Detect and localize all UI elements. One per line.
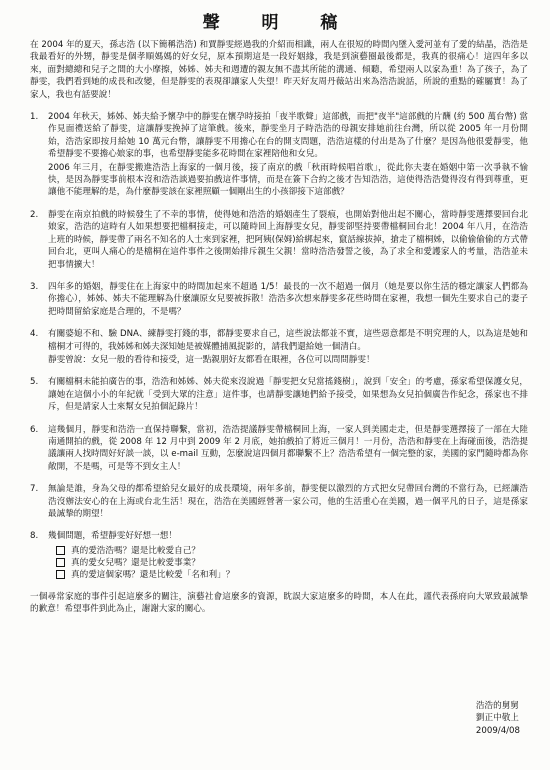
closing-paragraph: 一個尋常家庭的事件引起這麼多的關注，演藝社會這麼多的資源，眈誤大家這麼多的時間，本人在此，謹代表孫府向大眾致最誠摯的歉意！希望事件到此為止，謝謝大家的關心。 <box>30 591 528 615</box>
point-2 <box>30 209 528 271</box>
checkbox-icon <box>56 570 65 579</box>
point-number: 6. <box>30 424 39 435</box>
signature-title: 浩浩的舅舅 <box>475 701 519 711</box>
point-3 <box>30 281 528 318</box>
point-paragraph: 靜雯在南京拍戲的時候發生了不幸的事情，使得她和浩浩的婚姻產生了裂痕，也開始對他出起不關心，當時靜雯選擇要回台北娘家，浩浩的這時有人如果想要把檔桐接走，可以隨時回上海靜雯女兒，靜雯卻堅持要帶檔桐回台北！2004 年八月，在浩浩上班的時候，靜雯帶了兩名不知名的人士來到家裡，把阿姨(保姆)給綁起來，竄話線拔掉，搶走了檔桐姊，以偷偷偷偷的方式帶回台北，更叫人痛心的是檔桐在這件事件之後開始排斥親生父親！當時浩浩發誓之後，為了求全和愛護家人的考量，浩浩並未把事情擴大！ <box>48 209 528 270</box>
signature-block <box>476 700 520 737</box>
point-paragraph: 2004 年秋天，姊姊、姊夫給予懷孕中的靜雯在懷孕時接拍「夜半歌聲」這部戲，而把"夜半"這部戲的片酬 (約 500 萬台幣) 當作見面禮送給了靜雯，這讓靜雯挽掉了這筆戲。後來，靜雯坐月子時浩浩的母親安排她前往台灣，所以從 2005 年一月份開始，浩浩家即按月給她 10 萬元台幣，讓靜雯不用擔心在台的開支問題，浩浩這樣的付出是為了什麼？是因為他很愛靜雯，他希望靜雯不要擔心娘家的事，也希望靜雯能多花時間在家裡陪他和女兒。 <box>48 112 528 160</box>
point-8 <box>30 530 528 580</box>
question-list <box>48 545 528 581</box>
intro-paragraph: 在 2004 年的夏天，孫志浩 (以下簡稱浩浩) 和賈靜雯經過我的介紹而相識，兩人在很短的時間內墜入愛河並有了愛的結晶，浩浩是我最看好的外甥，靜雯是個孝順媽媽的好女兒，原本預期這是一段好姻緣，我是到演藝圈最後都是，我真的很痛心！這四年多以來，面對總總和兒子之間的大小摩擦，姊姊、姊夫和週遭的親友無不盡其所能的溝通、傾聽，希望兩人以家為重！為了孩子，為了靜雯，我們看到她的成長和改變，但是靜雯的表現卻讓家人失望！昨天好友周丹薇站出來為浩浩說話，所說的重點的確屬實！為了家人，我也有話要說！ <box>30 40 528 100</box>
point-paragraph: 無論是誰，身為父母的都希望給兒女最好的成長環境，兩年多前，靜雯便以激烈的方式把女兒帶回台灣的不當行為，已經讓浩浩沒辦法安心的在上海或台北生活！現在，浩浩在美國經營著一家公司，他的生活重心在美國，過一個平凡的日子，這是孫家最誠摯的期望！ <box>48 484 528 519</box>
point-paragraph: 有關婆媳不和、驗 DNA、練靜雯打錢的事，都靜雯要求自己，這些說法都並不實，這些惡意都是不明究理的人，以為這是她和檔桐才可得的，我姊姊和姊夫深知她是被媒體捕風捉影的，請我們還給她一個清白。 <box>48 329 528 352</box>
point-paragraph: 靜雯曾說：女兒一般的看待和接受，這一點親朋好友都看在眼裡，各位可以問問靜雯！ <box>48 354 375 365</box>
numbered-points <box>30 111 528 581</box>
signature-name: 劉正中敬上 <box>475 713 519 724</box>
question-text: 真的愛浩浩嗎？還是比較愛自己？ <box>71 545 200 556</box>
point-paragraph: 四年多的婚姻，靜雯住在上海家中的時間加起來不超過 1/5！最長的一次不超過一個月（她是要以你生活的穩定讓家人們都為你擔心），姊姊、姊夫不能理解為什麼讓原女兒要被拆散！浩浩多次想來靜雯多花些時間在家裡，我想一個先生要求自己的妻子把時間留給家庭是合理的，不是嗎？ <box>48 281 528 317</box>
checkbox-icon <box>56 546 65 555</box>
point-number: 8. <box>30 531 39 542</box>
question-text: 真的愛女兒嗎？還是比較愛事業？ <box>71 557 200 568</box>
point-6 <box>30 424 528 474</box>
point-paragraph: 幾個問題，希望靜雯好好想一想！ <box>48 531 177 542</box>
signature-date: 2009/4/08 <box>475 725 520 736</box>
point-4 <box>30 328 528 366</box>
question-option <box>56 557 528 569</box>
point-number: 1. <box>30 112 39 123</box>
document-title: 聲 明 稿 <box>202 13 356 33</box>
point-7 <box>30 483 528 520</box>
point-number: 5. <box>30 377 39 388</box>
point-number: 3. <box>30 281 39 292</box>
point-number: 4. <box>30 329 39 340</box>
question-option <box>56 545 528 557</box>
question-option <box>56 569 528 581</box>
point-paragraph: 有關檔桐未能拍廣告的事，浩浩和姊姊、姊夫從來沒說過「靜雯把女兒當搖錢樹」，說到「安全」的考慮，孫家希望保護女兒，讓她在這個小小的年紀就「受到大眾的注意」這件事，也請靜雯讓她們給予接受，如果想為女兒拍個廣告作紀念，孫家也不排斥，但是請家人士來幫女兒拍個記錄片！ <box>48 377 528 413</box>
point-number: 2. <box>30 209 39 220</box>
checkbox-icon <box>56 558 65 567</box>
point-number: 7. <box>30 484 39 495</box>
point-1 <box>30 111 528 199</box>
question-text: 真的愛這個家嗎？還是比較愛「名和利」？ <box>71 569 235 580</box>
point-paragraph: 這幾個月，靜雯和浩浩一直保持聯繫，當初，浩浩提議靜雯帶檔桐回上海，一家人到美國走走，但是靜雯選擇接了一部在大陸南通開拍的戲，從 2008 年 12 月中到 2009 年 2 月底，她拍戲拍了將近三個月！一月份，浩浩和靜雯在上海碰面後，浩浩提議讓兩人找時間好好談一談，以 e-mail 互動，怎麼說這四個月都聯繫不上？浩浩希望有一個完整的家，美國的家門隨時都為你敞開，不是嗎，可是等不到女主人！ <box>48 424 528 472</box>
point-paragraph: 2006 年三月，在靜雯搬進浩浩上海家的一個月後，接了南京的戲「秋雨時候唱首歌」，從此你夫妻在婚姻中第一次爭執不愉快，是因為靜雯事前根本沒和浩浩談過要拍戲這件事情，而是在簽下合約之後才告知浩浩，這使得浩浩覺得沒有得到尊重，更讓他不能理解的是，為什麼靜雯該在家裡照顧一個剛出生的小孩卻接下這部戲？ <box>48 162 528 198</box>
point-5 <box>30 376 528 413</box>
